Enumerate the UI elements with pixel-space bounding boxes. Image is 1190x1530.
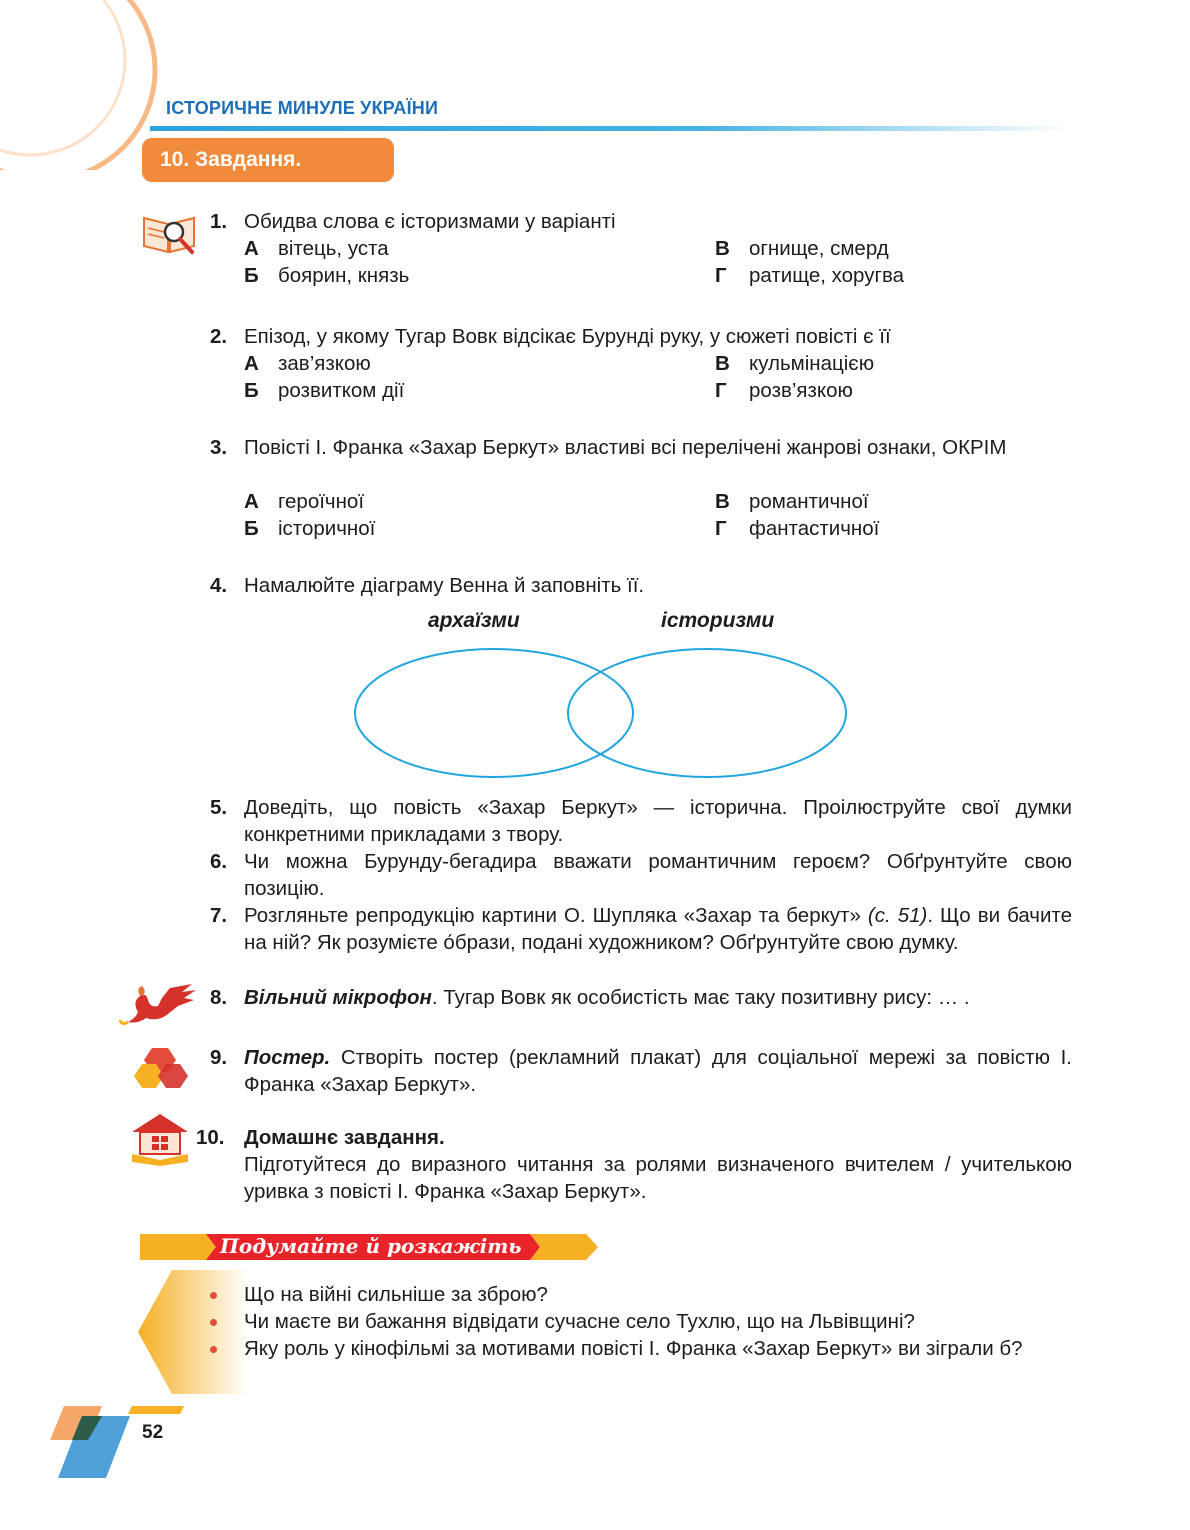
q3-option-b: Б історичної xyxy=(244,517,376,540)
think-bullet-1: Що на війні сильніше за зброю? xyxy=(210,1281,1072,1308)
question-1: 1. Обидва слова є історизмами у варіанті xyxy=(210,210,616,233)
question-8: 8. Вільний мікрофон. Тугар Вовк як особистість має таку позитивну рису: … . xyxy=(210,986,970,1009)
question-2: 2. Епізод, у якому Тугар Вовк відсікає Бурунді руку, у сюжеті повісті є її xyxy=(210,325,891,348)
q1-option-g: Г ратище, хоругва xyxy=(715,264,905,287)
page-reference: (с. 51) xyxy=(867,904,928,927)
q2-option-b: Б розвитком дії xyxy=(244,379,405,402)
venn-label-right: історизми xyxy=(661,609,775,632)
task-heading: 10. Завдання. xyxy=(142,138,394,182)
question-10: 10. Домашнє завдання. Підготуйтеся до виразного читання за ролями визначеного вчителем / учителькою уривка з повісті І. Франка «Захар Беркут». xyxy=(196,1126,1072,1203)
q3-option-g: Г фантастичної xyxy=(715,517,880,540)
q10-title: Домашнє завдання. xyxy=(244,1126,445,1149)
q3-option-v: В романтичної xyxy=(715,490,869,513)
q3-option-a: А героїчної xyxy=(244,490,365,513)
question-5: 5. Доведіть, що повість «Захар Беркут» — історична. Проілюструйте свої думки конкретними прикладами з твору. xyxy=(210,796,1072,846)
footer-decoration xyxy=(50,1404,186,1480)
q2-option-v: В кульмінацією xyxy=(715,352,875,375)
chapter-title: ІСТОРИЧНЕ МИНУЛЕ УКРАЇНИ xyxy=(166,98,439,118)
page-number: 52 xyxy=(142,1422,164,1443)
venn-label-left: архаїзми xyxy=(428,609,520,632)
q8-title: Вільний мікрофон xyxy=(244,986,432,1009)
venn-circle-left xyxy=(355,649,633,777)
venn-diagram xyxy=(350,644,852,784)
question-4: 4. Намалюйте діаграму Венна й заповніть її. xyxy=(210,574,645,597)
think-bullet-2: Чи маєте ви бажання відвідати сучасне село Тухлю, що на Львівщині? xyxy=(210,1308,1072,1335)
hexagons-icon xyxy=(130,1044,196,1090)
think-title: Подумайте й розкажіть xyxy=(220,1234,522,1258)
question-3: 3. Повісті І. Франка «Захар Беркут» властиві всі перелічені жанрові ознаки, ОКРІМ xyxy=(210,436,1007,459)
q1-option-a: А вітець, уста xyxy=(244,237,389,260)
think-bullet-3: Яку роль у кінофільмі за мотивами повісті І. Франка «Захар Беркут» ви зіграли б? xyxy=(210,1335,1072,1362)
question-7: 7. Розгляньте репродукцію картини О. Шупляка «Захар та беркут» (с. 51). Що ви бачите на ній? Як розумієте о́брази, подані художником? Обґрунтуйте свою думку. xyxy=(210,904,1072,954)
venn-circle-right xyxy=(568,649,846,777)
q1-option-b: Б боярин, князь xyxy=(244,264,410,287)
house-book-icon xyxy=(128,1110,192,1166)
q9-title: Постер. xyxy=(244,1046,331,1069)
question-6: 6. Чи можна Бурунду-бегадира вважати романтичним героєм? Обґрунтуйте свою позицію. xyxy=(210,850,1072,900)
q1-option-v: В огнище, смерд xyxy=(715,237,889,260)
q2-option-g: Г розв’язкою xyxy=(715,379,853,402)
q2-option-a: А зав’язкою xyxy=(244,352,371,375)
pegasus-icon xyxy=(118,982,198,1030)
book-magnifier-icon xyxy=(140,210,200,256)
chapter-divider xyxy=(150,126,1070,131)
question-9: 9. Постер. Створіть постер (рекламний плакат) для соціальної мережі за повістю І. Франка «Захар Беркут». xyxy=(210,1046,1072,1096)
